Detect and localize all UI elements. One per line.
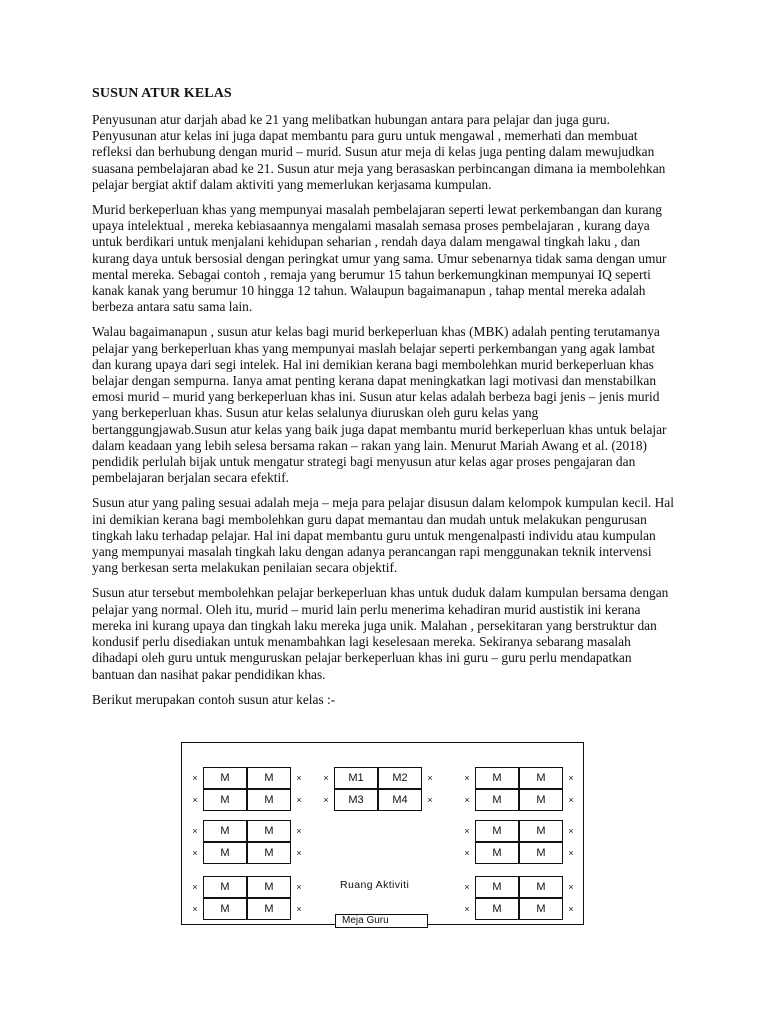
desk: M <box>475 767 519 789</box>
desk: M <box>519 767 563 789</box>
desk: M <box>519 842 563 864</box>
desk: M <box>475 789 519 811</box>
activity-area-label: Ruang Aktiviti <box>340 879 410 891</box>
desk: M <box>519 876 563 898</box>
seat-mark: × <box>427 773 433 783</box>
seat-mark: × <box>192 904 198 914</box>
seat-mark: × <box>296 773 302 783</box>
seat-mark: × <box>464 848 470 858</box>
desk: M <box>475 842 519 864</box>
desk: M <box>475 820 519 842</box>
desk: M <box>475 876 519 898</box>
seat-mark: × <box>296 795 302 805</box>
desk: M <box>519 789 563 811</box>
seat-mark: × <box>427 795 433 805</box>
paragraph-3: Walau bagaimanapun , susun atur kelas bagi murid berkeperluan khas (MBK) adalah penting terutamanya pelajar yang berkeperluan khas yang mempunyai maslah belajar seperti perkembangan yang agak lambat dan kurang upaya dari segi intelek. Hal ini demikian kerana bagi membolehkan murid berkeperluan khas belajar dengan sempurna. Ianya amat penting kerana dapat meningkatkan lagi motivasi dan menstabilkan emosi murid – murid yang berkeperluan khas ini. Susun atur kelas adalah berbeza bagi jenis – jenis murid yang berkeperluan khas. Susun atur kelas selalunya diuruskan oleh guru kelas yang bertanggungjawab.Susun atur kelas yang baik juga dapat membantu murid berkeperluan khas untuk belajar dalam keadaan yang lebih selesa bersama rakan – rakan yang lain. Menurut Mariah Awang et al. (2018) pendidik perlulah bijak untuk mengatur strategi bagi menyusun atur kelas agar proses pengajaran dan pembelajaran berjalan secara efektif. <box>92 324 667 486</box>
desk: M <box>247 820 291 842</box>
seat-mark: × <box>568 848 574 858</box>
paragraph-2: Murid berkeperluan khas yang mempunyai masalah pembelajaran seperti lewat perkembangan dan kurang upaya intelektual , mereka kebiasaannya mengalami masalah semasa proses pembelajaran , kurang daya untuk berdikari untuk menjalani kehidupan seharian , rendah daya dalam mengawal tingkah laku , dan kurang daya untuk bersosial dengan peringkat umur yang sama. Umur sebenarnya tidak sama dengan umur mental mereka. Sebagai contoh , remaja yang berumur 15 tahun berkemungkinan mempunyai IQ seperti kanak kanak yang berumur 10 hingga 12 tahun. Walaupun bagaimanapun , tahap mental mereka adalah berbeza antara satu sama lain. <box>92 202 667 315</box>
seat-mark: × <box>323 773 329 783</box>
diagram-intro: Berikut merupakan contoh susun atur kelas :- <box>92 691 336 707</box>
desk: M1 <box>334 767 378 789</box>
seat-mark: × <box>464 773 470 783</box>
desk: M <box>203 842 247 864</box>
document-title: SUSUN ATUR KELAS <box>92 86 232 101</box>
desk: M4 <box>378 789 422 811</box>
seat-mark: × <box>568 826 574 836</box>
seat-mark: × <box>296 848 302 858</box>
paragraph-1: Penyusunan atur darjah abad ke 21 yang melibatkan hubungan antara para pelajar dan juga guru. Penyusunan atur kelas ini juga dapat membantu para guru untuk mengawal , memerhati dan membuat refleksi dan berhubung dengan murid – murid. Susun atur meja di kelas juga penting dalam mewujudkan suasana pembelajaran abad ke 21. Susun atur meja yang berasaskan perbincangan dimana ia membolehkan pelajar bergiat aktif dalam aktiviti yang memerlukan kerjasama kumpulan. <box>92 112 666 192</box>
seat-mark: × <box>296 882 302 892</box>
seat-mark: × <box>323 795 329 805</box>
teacher-desk: Meja Guru <box>335 914 428 928</box>
desk: M <box>247 842 291 864</box>
paragraph-5: Susun atur tersebut membolehkan pelajar berkeperluan khas untuk duduk dalam kumpulan bersama dengan pelajar yang normal. Oleh itu, murid – murid lain perlu menerima kehadiran murid austistik ini kerana mereka ini kurang upaya dan tingkah laku mereka juga unik. Malahan , persekitaran yang berstruktur dan kondusif perlu disediakan untuk menambahkan lagi keselesaan mereka. Sekiranya sebarang masalah dihadapi oleh guru untuk menguruskan pelajar berkeperluan khas ini guru – guru perlu mendapatkan bantuan dan nasihat pakar pendidikan khas. <box>92 585 669 682</box>
desk: M <box>475 898 519 920</box>
desk: M <box>247 789 291 811</box>
seat-mark: × <box>192 848 198 858</box>
desk: M <box>247 876 291 898</box>
seat-mark: × <box>192 826 198 836</box>
seat-mark: × <box>192 882 198 892</box>
paragraph-4: Susun atur yang paling sesuai adalah meja – meja para pelajar disusun dalam kelompok kumpulan kecil. Hal ini demikian kerana bagi membolehkan guru dapat memantau dan mudah untuk melakukan pengurusan tingkah laku terhadap pelajar. Hal ini dapat membantu guru untuk mengenalpasti individu atau kumpulan yang mempunyai masalah tingkah laku dengan adanya perancangan rapi menggunakan teknik intervensi yang berkesan serta melakukan penilaian secara objektif. <box>92 495 674 576</box>
seat-mark: × <box>568 904 574 914</box>
classroom-layout-diagram <box>181 742 584 925</box>
document-body <box>92 86 674 716</box>
desk: M2 <box>378 767 422 789</box>
seat-mark: × <box>568 773 574 783</box>
desk: M <box>203 876 247 898</box>
seat-mark: × <box>568 795 574 805</box>
seat-mark: × <box>192 773 198 783</box>
desk: M <box>247 898 291 920</box>
seat-mark: × <box>296 826 302 836</box>
desk: M <box>203 898 247 920</box>
desk: M <box>247 767 291 789</box>
desk: M <box>203 820 247 842</box>
seat-mark: × <box>296 904 302 914</box>
seat-mark: × <box>464 882 470 892</box>
desk: M <box>519 898 563 920</box>
desk: M <box>519 820 563 842</box>
desk: M <box>203 789 247 811</box>
seat-mark: × <box>464 904 470 914</box>
seat-mark: × <box>192 795 198 805</box>
desk: M3 <box>334 789 378 811</box>
desk: M <box>203 767 247 789</box>
seat-mark: × <box>464 826 470 836</box>
seat-mark: × <box>568 882 574 892</box>
seat-mark: × <box>464 795 470 805</box>
